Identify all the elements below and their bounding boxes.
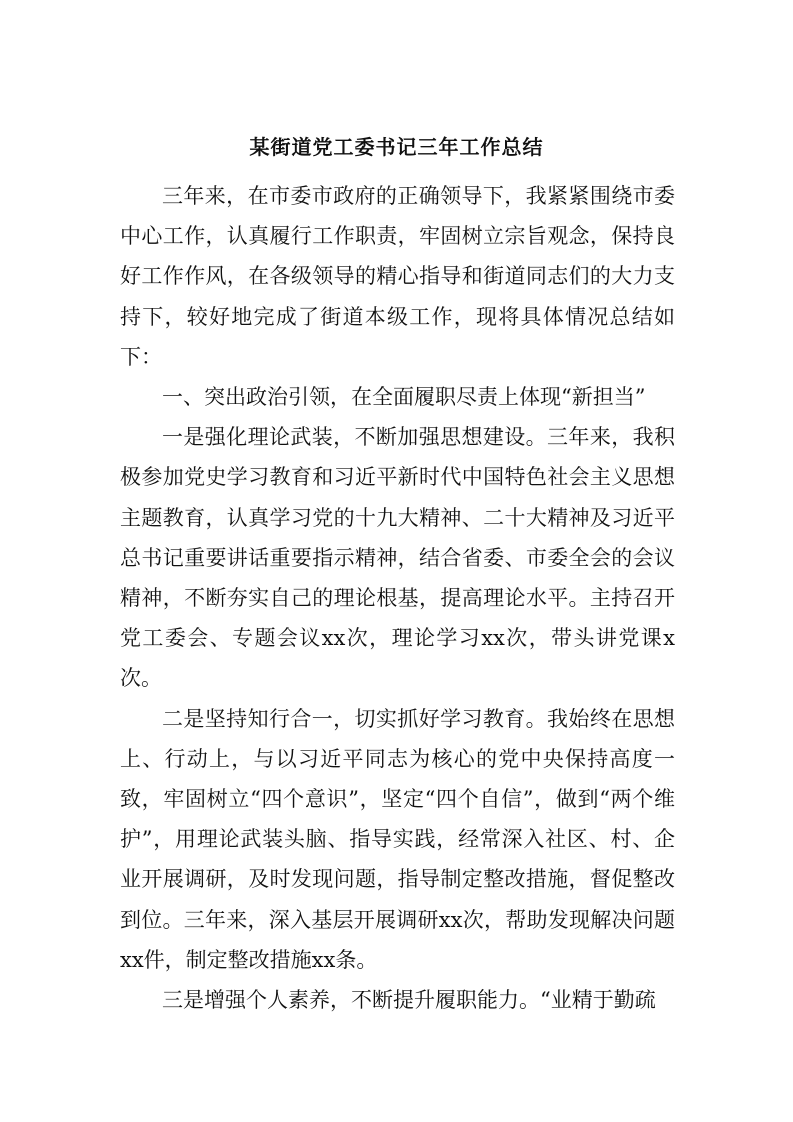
paragraph-point-2: 二是坚持知行合一，切实抓好学习教育。我始终在思想上、行动上，与以习近平同志为核心的党中央保持高度一致，牢固树立“四个意识”，坚定“四个自信”，做到“两个维护”，用理论武装头脑、指导实践，经常深入社区、村、企业开展调研，及时发现问题，指导制定整改措施，督促整改到位。三年来，深入基层开展调研xx次，帮助发现解决问题xx件，制定整改措施xx条。	[120, 706, 675, 972]
paragraph-point-3: 三是增强个人素养，不断提升履职能力。“业精于勤疏	[162, 988, 656, 1013]
document-body	[120, 176, 675, 1020]
section-heading-1: 一、突出政治引领，在全面履职尽责上体现“新担当”	[162, 385, 646, 410]
paragraph-intro: 三年来，在市委市政府的正确领导下，我紧紧围绕市委中心工作，认真履行工作职责，牢固树立宗旨观念，保持良好工作作风，在各级领导的精心指导和街道同志们的大力支持下，较好地完成了街道本级工作，现将具体情况总结如下：	[120, 184, 675, 369]
paragraph-point-1: 一是强化理论武装，不断加强思想建设。三年来，我积极参加党史学习教育和习近平新时代中国特色社会主义思想主题教育，认真学习党的十九大精神、二十大精神及习近平总书记重要讲话重要指示精神，结合省委、市委全会的会议精神，不断夯实自己的理论根基，提高理论水平。主持召开党工委会、专题会议xx次，理论学习xx次，带头讲党课x次。	[120, 425, 675, 691]
document-title: 某街道党工委书记三年工作总结	[249, 135, 544, 159]
